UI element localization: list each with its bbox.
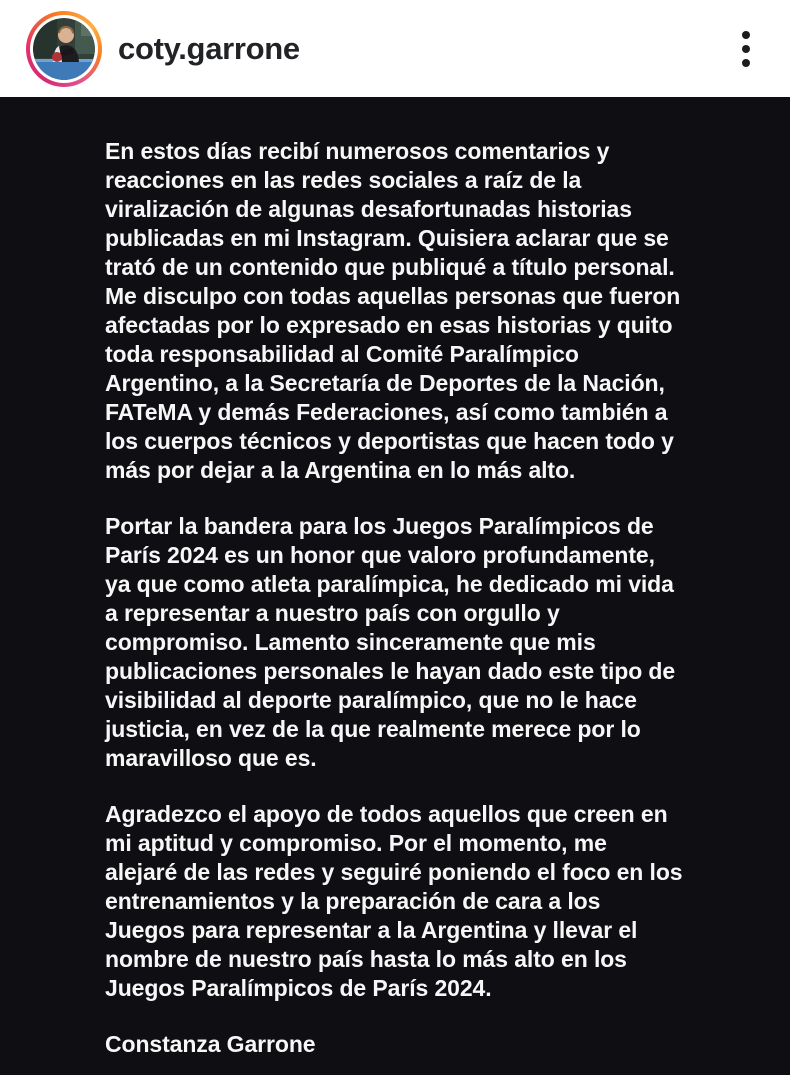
post-text-line: Constanza Garrone: [105, 1031, 316, 1057]
post-text-line: justicia, en vez de la que realmente merece por lo: [105, 716, 641, 742]
post-text-line: Juegos para representar a la Argentina y llevar el: [105, 917, 638, 943]
post-text-line: los cuerpos técnicos y deportistas que hacen todo y: [105, 428, 674, 454]
more-options-button[interactable]: [726, 25, 766, 73]
post-text-line: maravilloso que es.: [105, 745, 317, 771]
post-text-line: afectadas por lo expresado en esas historias y quito: [105, 312, 673, 338]
post-paragraph: [105, 800, 710, 1003]
post-text-line: ya que como atleta paralímpica, he dedicado mi vida: [105, 571, 674, 597]
kebab-menu-icon: [742, 59, 750, 67]
post-text-line: Argentino, a la Secretaría de Deportes de la Nación,: [105, 370, 665, 396]
username[interactable]: coty.garrone: [118, 30, 300, 66]
post-text-line: Portar la bandera para los Juegos Paralímpicos de: [105, 513, 654, 539]
post-text-line: compromiso. Lamento sinceramente que mis: [105, 629, 596, 655]
post-text-line: París 2024 es un honor que valoro profundamente,: [105, 542, 655, 568]
post-text-line: En estos días recibí numerosos comentarios y: [105, 138, 610, 164]
post-paragraph: [105, 137, 710, 485]
post-text-line: viralización de algunas desafortunadas historias: [105, 196, 632, 222]
post-text-line: nombre de nuestro país hasta lo más alto en los: [105, 946, 627, 972]
post-text-line: Me disculpo con todas aquellas personas que fueron: [105, 283, 681, 309]
post-text-line: a representar a nuestro país con orgullo y: [105, 600, 560, 626]
post-text: [105, 137, 710, 1059]
post-text-line: reacciones en las redes sociales a raíz de la: [105, 167, 582, 193]
story-ring[interactable]: [26, 11, 102, 87]
post-text-line: Agradezco el apoyo de todos aquellos que creen en: [105, 801, 668, 827]
post-text-line: Juegos Paralímpicos de París 2024.: [105, 975, 492, 1001]
post-text-line: FATeMA y demás Federaciones, así como también a: [105, 399, 668, 425]
post-text-line: visibilidad al deporte paralímpico, que no le hace: [105, 687, 637, 713]
post-text-line: alejaré de las redes y seguiré poniendo el foco en los: [105, 859, 683, 885]
post-text-line: publicadas en mi Instagram. Quisiera aclarar que se: [105, 225, 669, 251]
kebab-menu-icon: [742, 45, 750, 53]
kebab-menu-icon: [742, 31, 750, 39]
post-text-line: trató de un contenido que publiqué a título personal.: [105, 254, 675, 280]
avatar[interactable]: [33, 18, 95, 80]
post-text-line: toda responsabilidad al Comité Paralímpico: [105, 341, 579, 367]
post-text-line: mi aptitud y compromiso. Por el momento, me: [105, 830, 607, 856]
post-text-line: publicaciones personales le hayan dado este tipo de: [105, 658, 676, 684]
post-header: [0, 0, 790, 97]
post-text-line: más por dejar a la Argentina en lo más alto.: [105, 457, 576, 483]
post-text-line: entrenamientos y la preparación de cara a los: [105, 888, 601, 914]
post-image[interactable]: [0, 97, 790, 1075]
post-paragraph: [105, 512, 710, 773]
avatar-gap: [30, 15, 98, 83]
post-paragraph: [105, 1030, 710, 1059]
